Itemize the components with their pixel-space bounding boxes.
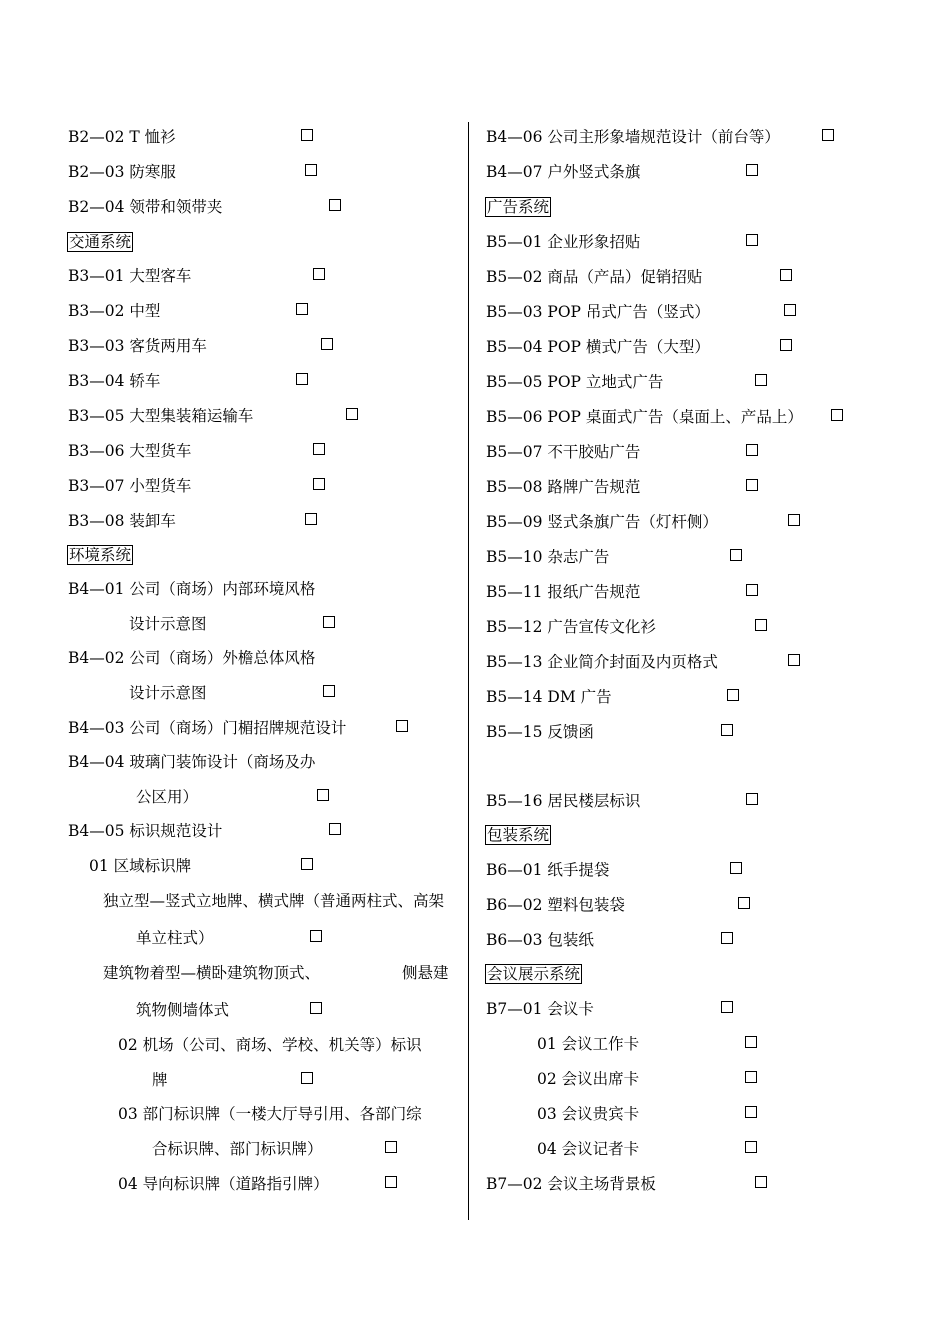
checkbox-b2-02[interactable] [301, 129, 313, 141]
item-sign-03: 03 部门标识牌（一楼大厅导引用、各部门综 [118, 1105, 422, 1123]
item-sign-01-standalone: 独立型—竖式立地牌、横式牌（普通两柱式、高架 [103, 892, 445, 910]
checkbox-b5-12[interactable] [755, 619, 767, 631]
item-b6-02: B6—02 塑料包装袋 [486, 896, 625, 914]
section-packaging: 包装系统 [487, 826, 550, 844]
section-environment: 环境系统 [69, 546, 132, 564]
checkbox-b5-05[interactable] [755, 374, 767, 386]
checkbox-b5-11[interactable] [746, 584, 758, 596]
column-divider [468, 122, 469, 1220]
checkbox-b6-02[interactable] [738, 897, 750, 909]
item-b5-15: B5—15 反馈函 [486, 723, 594, 741]
item-sign-01-building-cont: 筑物侧墙体式 [136, 1001, 230, 1019]
checkbox-b4-04[interactable] [317, 789, 329, 801]
checkbox-meeting-04[interactable] [745, 1141, 757, 1153]
checkbox-b2-04[interactable] [329, 199, 341, 211]
checkbox-b5-02[interactable] [780, 269, 792, 281]
checkbox-b5-10[interactable] [730, 549, 742, 561]
checkbox-b3-04[interactable] [296, 373, 308, 385]
item-sign-03-cont: 合标识牌、部门标识牌） [152, 1140, 323, 1158]
item-b3-06: B3—06 大型货车 [68, 442, 192, 460]
item-sign-01-building-side: 侧悬建 [402, 964, 449, 982]
checkbox-b7-01[interactable] [721, 1001, 733, 1013]
item-b5-01: B5—01 企业形象招贴 [486, 233, 641, 251]
item-b4-04-cont: 公区用） [136, 788, 199, 806]
item-b5-12: B5—12 广告宣传文化衫 [486, 618, 656, 636]
item-b4-05: B4—05 标识规范设计 [68, 822, 223, 840]
section-advertising: 广告系统 [487, 198, 550, 216]
item-meeting-04: 04 会议记者卡 [537, 1140, 640, 1158]
item-b6-01: B6—01 纸手提袋 [486, 861, 610, 879]
item-b2-03: B2—03 防寒服 [68, 163, 176, 181]
item-b6-03: B6—03 包装纸 [486, 931, 594, 949]
item-b4-02: B4—02 公司（商场）外檐总体风格 [68, 649, 316, 667]
checkbox-b3-08[interactable] [305, 513, 317, 525]
item-b2-04: B2—04 领带和领带夹 [68, 198, 223, 216]
checkbox-b5-16[interactable] [746, 793, 758, 805]
item-sign-01-standalone-cont: 单立柱式） [136, 929, 214, 947]
checkbox-b5-15[interactable] [721, 724, 733, 736]
checkbox-b4-07[interactable] [746, 164, 758, 176]
item-sign-02: 02 机场（公司、商场、学校、机关等）标识 [118, 1036, 422, 1054]
item-b5-16: B5—16 居民楼层标识 [486, 792, 641, 810]
checkbox-b3-05[interactable] [346, 408, 358, 420]
section-meeting: 会议展示系统 [487, 965, 581, 983]
item-b4-01: B4—01 公司（商场）内部环境风格 [68, 580, 316, 598]
checkbox-b5-04[interactable] [780, 339, 792, 351]
item-b5-05: B5—05 POP 立地式广告 [486, 373, 664, 391]
item-meeting-02: 02 会议出席卡 [537, 1070, 640, 1088]
item-b7-01: B7—01 会议卡 [486, 1000, 594, 1018]
item-b4-03: B4—03 公司（商场）门楣招牌规范设计 [68, 719, 347, 737]
checkbox-b5-06[interactable] [831, 409, 843, 421]
item-b5-03: B5—03 POP 吊式广告（竖式） [486, 303, 710, 321]
checkbox-b4-06[interactable] [822, 129, 834, 141]
checkbox-b4-01[interactable] [323, 616, 335, 628]
item-sign-02-cont: 牌 [152, 1071, 168, 1089]
checkbox-b3-03[interactable] [321, 338, 333, 350]
checkbox-b5-14[interactable] [727, 689, 739, 701]
checkbox-b4-03[interactable] [396, 720, 408, 732]
item-b2-02: B2—02 T 恤衫 [68, 128, 176, 146]
item-meeting-03: 03 会议贵宾卡 [537, 1105, 640, 1123]
checkbox-b7-02[interactable] [755, 1176, 767, 1188]
item-b4-06: B4—06 公司主形象墙规范设计（前台等） [486, 128, 780, 146]
checkbox-b6-01[interactable] [730, 862, 742, 874]
item-b5-06: B5—06 POP 桌面式广告（桌面上、产品上） [486, 408, 803, 426]
item-b4-07: B4—07 户外竖式条旗 [486, 163, 641, 181]
checkbox-b5-13[interactable] [788, 654, 800, 666]
item-b3-01: B3—01 大型客车 [68, 267, 192, 285]
item-b5-11: B5—11 报纸广告规范 [486, 583, 641, 601]
item-sign-01: 01 区域标识牌 [89, 857, 192, 875]
item-b5-14: B5—14 DM 广告 [486, 688, 612, 706]
checkbox-b2-03[interactable] [305, 164, 317, 176]
item-b5-09: B5—09 竖式条旗广告（灯杆侧） [486, 513, 718, 531]
checkbox-b5-08[interactable] [746, 479, 758, 491]
checkbox-b6-03[interactable] [721, 932, 733, 944]
checkbox-sign-04[interactable] [385, 1176, 397, 1188]
checkbox-sign-01-building[interactable] [310, 1002, 322, 1014]
item-b4-02-cont: 设计示意图 [129, 684, 207, 702]
section-transport: 交通系统 [69, 233, 132, 251]
item-b4-01-cont: 设计示意图 [129, 615, 207, 633]
checkbox-b3-07[interactable] [313, 478, 325, 490]
checkbox-b4-05[interactable] [329, 823, 341, 835]
item-b4-04: B4—04 玻璃门装饰设计（商场及办 [68, 753, 316, 771]
item-b7-02: B7—02 会议主场背景板 [486, 1175, 656, 1193]
item-b3-07: B3—07 小型货车 [68, 477, 192, 495]
checkbox-b5-09[interactable] [788, 514, 800, 526]
item-sign-01-building: 建筑物着型—横卧建筑物顶式、 [103, 964, 321, 982]
item-meeting-01: 01 会议工作卡 [537, 1035, 640, 1053]
checkbox-b3-06[interactable] [313, 443, 325, 455]
checkbox-sign-03[interactable] [385, 1141, 397, 1153]
item-b5-02: B5—02 商品（产品）促销招贴 [486, 268, 703, 286]
checkbox-sign-01-standalone[interactable] [310, 930, 322, 942]
checkbox-b5-03[interactable] [784, 304, 796, 316]
checkbox-b3-02[interactable] [296, 303, 308, 315]
checkbox-b3-01[interactable] [313, 268, 325, 280]
item-b3-02: B3—02 中型 [68, 302, 161, 320]
checkbox-meeting-01[interactable] [745, 1036, 757, 1048]
item-b3-04: B3—04 轿车 [68, 372, 161, 390]
item-b3-05: B3—05 大型集装箱运输车 [68, 407, 254, 425]
checkbox-b5-01[interactable] [746, 234, 758, 246]
checkbox-meeting-02[interactable] [745, 1071, 757, 1083]
checkbox-b4-02[interactable] [323, 685, 335, 697]
item-b5-13: B5—13 企业简介封面及内页格式 [486, 653, 718, 671]
item-b5-04: B5—04 POP 横式广告（大型） [486, 338, 710, 356]
checkbox-b5-07[interactable] [746, 444, 758, 456]
item-b5-07: B5—07 不干胶贴广告 [486, 443, 641, 461]
checkbox-sign-02[interactable] [301, 1072, 313, 1084]
item-b5-08: B5—08 路牌广告规范 [486, 478, 641, 496]
checkbox-meeting-03[interactable] [745, 1106, 757, 1118]
checkbox-sign-01[interactable] [301, 858, 313, 870]
item-sign-04: 04 导向标识牌（道路指引牌） [118, 1175, 329, 1193]
item-b3-03: B3—03 客货两用车 [68, 337, 207, 355]
item-b5-10: B5—10 杂志广告 [486, 548, 610, 566]
item-b3-08: B3—08 装卸车 [68, 512, 176, 530]
